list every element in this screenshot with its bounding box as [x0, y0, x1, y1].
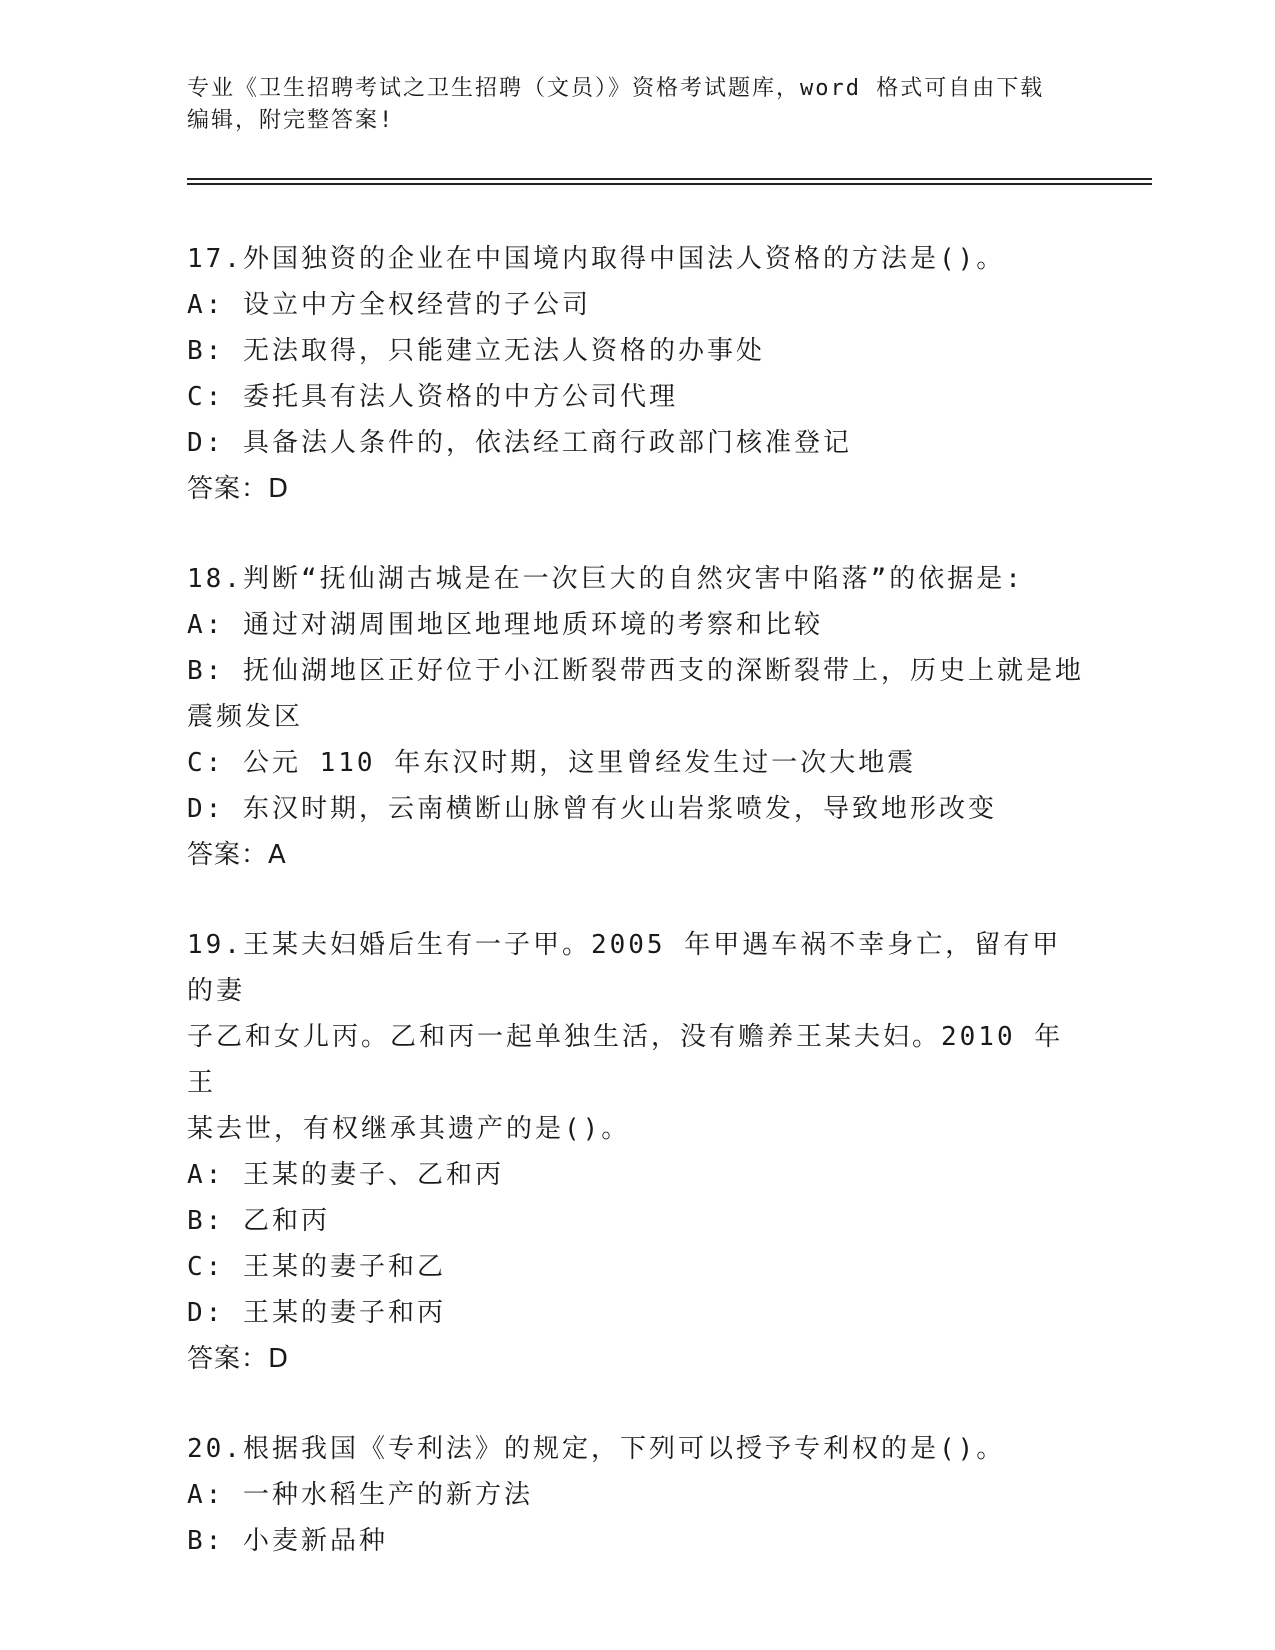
option-d: D: 具备法人条件的，依法经工商行政部门核准登记 — [187, 428, 852, 458]
option-b: B: 小麦新品种 — [187, 1526, 388, 1556]
option-a: A: 王某的妻子、乙和丙 — [187, 1160, 504, 1190]
answer: 答案：D — [187, 1344, 290, 1374]
question-17 — [187, 236, 1087, 512]
option-b: B: 抚仙湖地区正好位于小江断裂带西支的深断裂带上，历史上就是地 — [187, 656, 1084, 686]
question-text: 20.根据我国《专利法》的规定，下列可以授予专利权的是()。 — [187, 1434, 1006, 1464]
question-text: 17.外国独资的企业在中国境内取得中国法人资格的方法是()。 — [187, 244, 1006, 274]
option-a: A: 一种水稻生产的新方法 — [187, 1480, 533, 1510]
option-c: C: 委托具有法人资格的中方公司代理 — [187, 382, 678, 412]
option-c: C: 王某的妻子和乙 — [187, 1252, 446, 1282]
option-a: A: 通过对湖周围地区地理地质环境的考察和比较 — [187, 610, 823, 640]
header-divider-bottom — [187, 183, 1152, 185]
question-text: 18.判断“抚仙湖古城是在一次巨大的自然灾害中陷落”的依据是: — [187, 564, 1024, 594]
question-text: 19.王某夫妇婚后生有一子甲。2005 年甲遇车祸不幸身亡，留有甲的妻 — [187, 930, 1062, 1006]
header-line-2: 编辑，附完整答案! — [187, 108, 395, 133]
question-list — [187, 236, 1087, 1608]
option-d: D: 东汉时期，云南横断山脉曾有火山岩浆喷发，导致地形改变 — [187, 794, 997, 824]
option-c: C: 公元 110 年东汉时期，这里曾经发生过一次大地震 — [187, 748, 917, 778]
header-divider-top — [187, 178, 1152, 180]
answer: 答案：A — [187, 840, 287, 870]
option-d: D: 王某的妻子和丙 — [187, 1298, 446, 1328]
question-19 — [187, 922, 1087, 1382]
answer: 答案：D — [187, 474, 290, 504]
option-b: B: 乙和丙 — [187, 1206, 330, 1236]
option-b-continued: 震频发区 — [187, 702, 304, 732]
option-a: A: 设立中方全权经营的子公司 — [187, 290, 591, 320]
question-20 — [187, 1426, 1087, 1564]
question-text-line-2: 子乙和女儿丙。乙和丙一起单独生活，没有赡养王某夫妇。2010 年王 — [187, 1022, 1064, 1098]
header-line-1: 专业《卫生招聘考试之卫生招聘（文员）》资格考试题库，word 格式可自由下载 — [187, 76, 1045, 101]
question-text-line-3: 某去世，有权继承其遗产的是()。 — [187, 1114, 631, 1144]
option-b: B: 无法取得，只能建立无法人资格的办事处 — [187, 336, 765, 366]
document-header — [187, 73, 1087, 137]
question-18 — [187, 556, 1087, 878]
